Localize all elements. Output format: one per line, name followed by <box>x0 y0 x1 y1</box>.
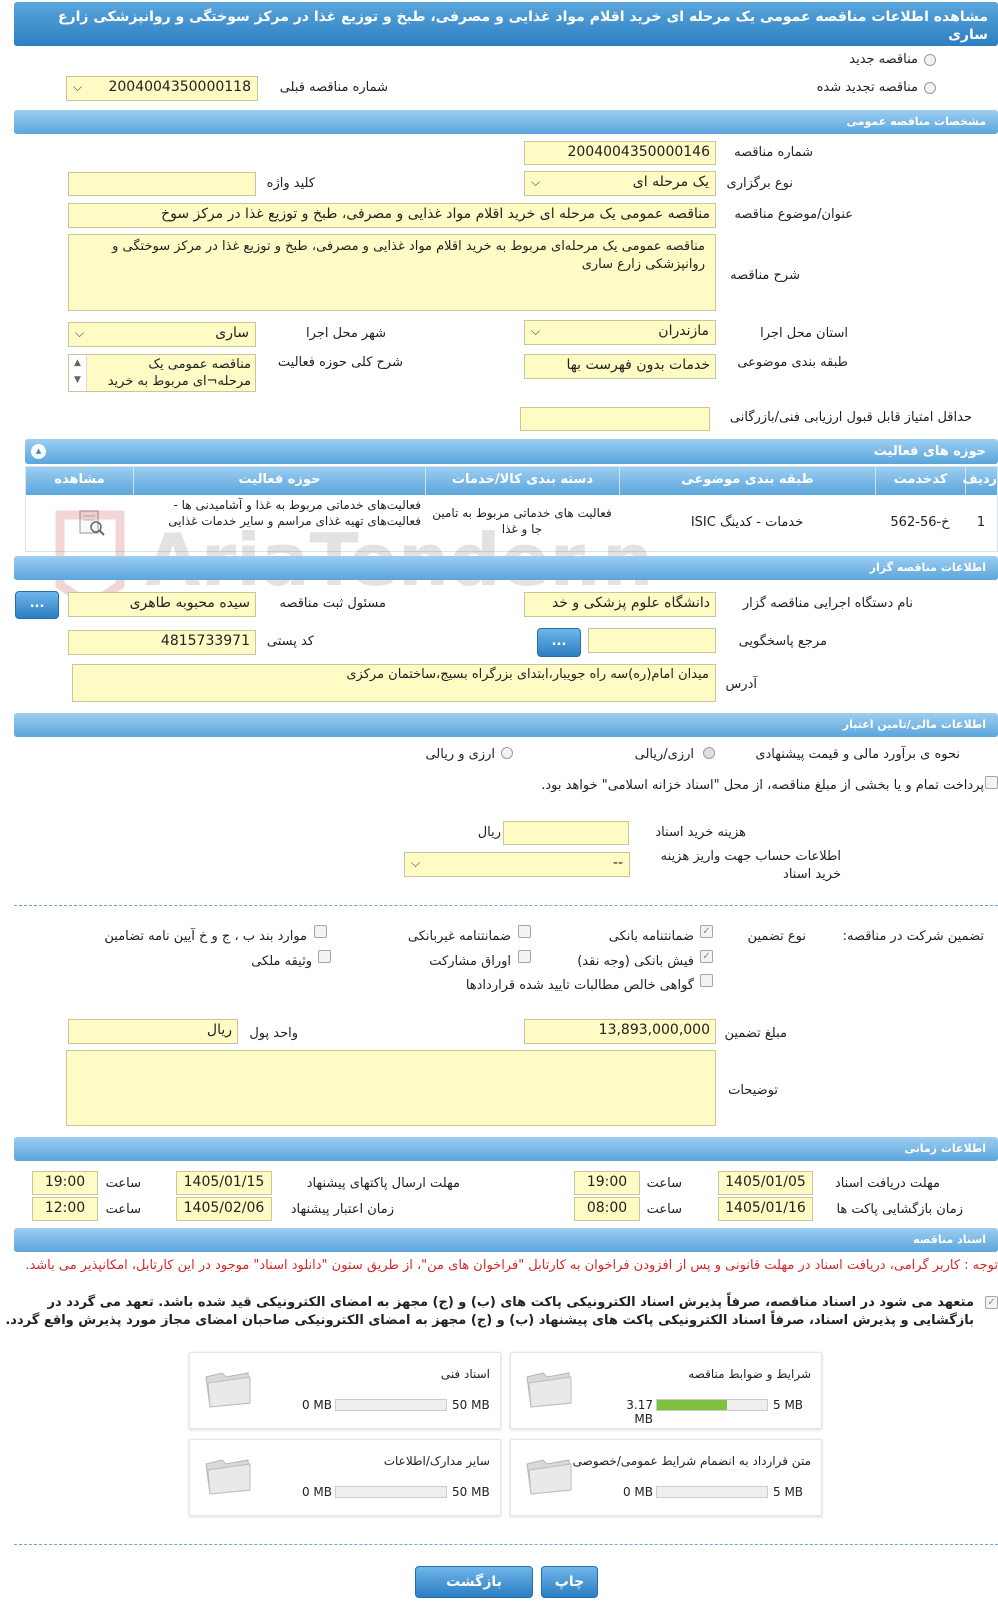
notes-label: توضیحات <box>728 1083 778 1098</box>
col-code: کدخدمت <box>875 467 965 495</box>
file-max-size: 5 MB <box>773 1398 804 1412</box>
reference-label: مرجع پاسخگویی <box>738 634 827 649</box>
submit-deadline-date: 1405/01/15 <box>176 1171 272 1195</box>
subject-field: مناقصه عمومی یک مرحله ای خرید اقلام مواد غذایی و مصرفی، طبخ و توزیع غذا در مرکز سوخ <box>68 203 716 228</box>
currency-label: واحد پول <box>249 1026 298 1041</box>
province-select[interactable]: مازندران ⌵ <box>524 320 716 345</box>
submit-deadline-time: 19:00 <box>32 1171 98 1195</box>
chevron-down-icon: ⌵ <box>75 326 85 340</box>
col-view: مشاهده <box>54 472 105 487</box>
estimate-option1-radio[interactable] <box>703 747 715 759</box>
chevron-down-icon: ⌵ <box>531 324 541 338</box>
province-label: استان محل اجرا <box>760 326 848 341</box>
org-name-label: نام دستگاه اجرایی مناقصه گزار <box>742 596 913 611</box>
new-tender-radio[interactable] <box>924 54 936 66</box>
col-category: طبقه بندی موضوعی <box>619 467 875 495</box>
file-title: شرایط و ضوابط مناقصه <box>688 1367 811 1381</box>
file-progress-bar <box>656 1399 768 1411</box>
holding-type-select[interactable]: یک مرحله ای ⌵ <box>524 171 716 196</box>
category-label: طبقه بندی موضوعی <box>737 355 848 370</box>
doc-deadline-date: 1405/01/05 <box>718 1171 813 1195</box>
file-size: 0 MB <box>301 1485 332 1499</box>
file-size: 3.17 MB <box>626 1398 653 1426</box>
previous-number-select[interactable]: 2004004350000118 ⌵ <box>66 76 258 101</box>
guarantee-amount-label: مبلغ تضمین <box>724 1026 787 1041</box>
registrar-label: مسئول ثبت مناقصه <box>279 596 386 611</box>
activity-desc-label: شرح کلی حوزه فعالیت <box>277 355 403 370</box>
doc-fee-field <box>503 821 629 845</box>
time-label: ساعت <box>646 1176 682 1191</box>
estimate-option1-label: ارزی/ریالی <box>634 747 694 762</box>
postal-code-label: کد پستی <box>266 634 314 649</box>
folder-icon <box>204 1456 252 1496</box>
chevron-down-icon: ⌵ <box>73 80 83 94</box>
estimate-option2-radio[interactable] <box>501 747 513 759</box>
treasury-text: پرداخت تمام و یا بخشی از مبلغ مناقصه، از محل "اسناد خزانه اسلامی" خواهد بود. <box>541 778 984 793</box>
file-card-technical[interactable] <box>189 1352 501 1429</box>
tender-number-label: شماره مناقصه <box>734 145 813 160</box>
bonds-checkbox[interactable] <box>518 950 531 963</box>
file-max-size: 50 MB <box>452 1485 490 1499</box>
validity-time: 12:00 <box>32 1197 98 1221</box>
timing-section-header: اطلاعات زمانی <box>14 1137 998 1161</box>
receivables-checkbox[interactable] <box>700 974 713 987</box>
registrar-field: سیده محبوبه طاهری <box>68 592 256 617</box>
opening-date: 1405/01/16 <box>718 1197 813 1221</box>
postal-code-field: 4815733971 <box>68 630 256 655</box>
commitment-checkbox[interactable]: ✓ <box>985 1296 998 1309</box>
folder-icon <box>525 1369 573 1409</box>
address-field: میدان امام(ره)سه راه جویبار،ابتدای بزرگراه بسیج،ساختمان مرکزی <box>72 664 716 702</box>
print-button[interactable]: چاپ <box>541 1566 598 1598</box>
file-card-terms[interactable] <box>510 1352 822 1429</box>
back-button[interactable]: بازگشت <box>415 1566 533 1598</box>
submit-deadline-label: مهلت ارسال پاکتهای پیشنهاد <box>306 1176 460 1191</box>
cash-receipt-checkbox[interactable]: ✓ <box>700 950 713 963</box>
financial-section-header: اطلاعات مالی/تامین اعتبار <box>14 713 998 737</box>
documents-notice: توجه : کاربر گرامی، دریافت اسناد در مهلت قانونی و پس از افزودن فراخوان به کارتابل "فراخوان های من"، از طریق ستون "دانلود اسناد" موجود در این کارتابل، امکانپذیر می باشد. <box>25 1258 998 1273</box>
folder-icon <box>525 1456 573 1496</box>
file-card-contract[interactable] <box>510 1439 822 1516</box>
file-title: سایر مدارک/اطلاعات <box>383 1454 490 1468</box>
renewed-tender-radio[interactable] <box>924 82 936 94</box>
holding-type-label: نوع برگزاری <box>726 176 793 191</box>
non-bank-guarantee-checkbox[interactable] <box>518 925 531 938</box>
reference-field <box>588 628 716 653</box>
bank-guarantee-label: ضمانتنامه بانکی <box>608 929 694 944</box>
file-size: 0 MB <box>301 1398 332 1412</box>
general-section-header: مشخصات مناقصه عمومی <box>14 110 998 134</box>
non-bank-guarantee-label: ضمانتنامه غیربانکی <box>407 929 511 944</box>
collapse-icon[interactable]: ▴ <box>31 444 46 459</box>
estimate-option2-label: ارزی و ریالی <box>425 747 495 762</box>
clauses-label: موارد بند ب ، ج و خ آیین نامه تضامین <box>104 929 307 944</box>
chevron-down-icon: ⌵ <box>531 175 541 189</box>
new-tender-label: مناقصه جدید <box>849 52 918 67</box>
keyword-label: کلید واژه <box>266 176 315 191</box>
city-label: شهر محل اجرا <box>306 326 386 341</box>
time-label: ساعت <box>105 1176 141 1191</box>
account-select[interactable]: -- ⌵ <box>404 852 630 877</box>
col-field: حوزه فعالیت <box>133 467 425 495</box>
divider <box>14 905 998 906</box>
description-label: شرح مناقصه <box>730 268 800 283</box>
bank-guarantee-checkbox[interactable]: ✓ <box>700 925 713 938</box>
file-card-other[interactable] <box>189 1439 501 1516</box>
file-progress-bar <box>335 1399 447 1411</box>
renewed-tender-label: مناقصه تجدید شده <box>816 80 918 95</box>
account-label: اطلاعات حساب جهت واریز هزینه خرید اسناد <box>660 849 841 882</box>
chevron-down-icon: ⌵ <box>411 856 421 870</box>
tender-number-field: 2004004350000146 <box>524 141 716 165</box>
time-label: ساعت <box>105 1202 141 1217</box>
validity-date: 1405/02/06 <box>176 1197 272 1221</box>
guarantee-type-label: نوع تضمین <box>747 929 806 944</box>
doc-fee-label: هزینه خرید اسناد <box>655 825 746 840</box>
cell-group: فعالیت های خدماتی مربوط به تامین جا و غذا <box>432 506 612 536</box>
clauses-checkbox[interactable] <box>314 925 327 938</box>
property-label: وثیقه ملکی <box>251 954 312 969</box>
property-checkbox[interactable] <box>318 950 331 963</box>
page-title: مشاهده اطلاعات مناقصه عمومی یک مرحله ای خرید اقلام مواد غذایی و مصرفی، طبخ و توزیع غذا در مرکز سوختگی و روانپزشکی زارع ساری <box>14 2 998 46</box>
subject-label: عنوان/موضوع مناقصه <box>734 207 853 222</box>
bonds-label: اوراق مشارکت <box>429 954 511 969</box>
col-group: دسته بندی کالا/خدمات <box>425 467 619 495</box>
cell-category: خدمات - کدینگ ISIC <box>690 515 804 530</box>
participation-guarantee-label: تضمین شرکت در مناقصه: <box>842 929 984 944</box>
category-field: خدمات بدون فهرست بها <box>524 354 716 379</box>
activity-desc-field: مناقصه عمومی یک مرحله¬ای مربوط به خرید <box>68 354 256 392</box>
col-row: ردیف <box>965 467 997 495</box>
file-max-size: 5 MB <box>773 1485 804 1499</box>
guarantee-amount-field: 13,893,000,000 <box>524 1019 716 1044</box>
activities-section-header: حوزه های فعالیت <box>25 439 998 464</box>
cell-row: 1 <box>976 515 986 530</box>
description-field: مناقصه عمومی یک مرحله‌ای مربوط به خرید اقلام مواد غذایی و مصرفی، طبخ و توزیع غذا در مرکز سوختگی و روانپزشکی زارع ساری <box>68 234 716 311</box>
cash-receipt-label: فیش بانکی (وجه نقد) <box>577 954 694 969</box>
file-max-size: 50 MB <box>452 1398 490 1412</box>
estimate-label: نحوه ی برآورد مالی و قیمت پیشنهادی <box>755 747 960 762</box>
folder-icon <box>204 1369 252 1409</box>
file-size: 0 MB <box>622 1485 653 1499</box>
doc-deadline-time: 19:00 <box>574 1171 640 1195</box>
reference-select-button[interactable]: ... <box>537 628 581 657</box>
activity-desc-scrollbar[interactable]: ▲ ▼ <box>69 355 87 391</box>
doc-fee-unit: ریال <box>477 825 501 840</box>
file-progress-bar <box>656 1486 768 1498</box>
organizer-section-header: اطلاعات مناقصه گزار <box>14 556 998 580</box>
doc-deadline-label: مهلت دریافت اسناد <box>834 1176 940 1191</box>
documents-section-header: اسناد مناقصه <box>14 1228 998 1252</box>
activities-table-header <box>26 467 997 495</box>
organizer-select-button[interactable]: ... <box>15 591 59 619</box>
org-name-field: دانشگاه علوم پزشکی و خد <box>524 592 716 617</box>
cell-code: خ-56-562 <box>890 515 950 530</box>
notes-field <box>66 1050 716 1126</box>
currency-field: ریال <box>68 1019 238 1044</box>
keyword-field <box>68 172 256 196</box>
treasury-checkbox[interactable] <box>985 776 998 789</box>
file-title: اسناد فنی <box>440 1367 490 1381</box>
opening-label: زمان بازگشایی پاکت ها <box>836 1202 963 1217</box>
city-select[interactable]: ساری ⌵ <box>68 322 256 347</box>
validity-label: زمان اعتبار پیشنهاد <box>290 1202 394 1217</box>
opening-time: 08:00 <box>574 1197 640 1221</box>
address-label: آدرس <box>725 677 757 692</box>
commitment-text: متعهد می شود در اسناد مناقصه، صرفاً پذیرش اسناد الکترونیکی پاکت های (ب) و (ج) مجهز به امضای الکترونیکی قید شده باشد. تعهد می گردد در بازگشایی و پذیرش اسناد، صرفاً اسناد الکترونیکی پاکت های پیشنهاد (ب) و (ج) مجهز به امضای الکترونیکی صاحبان امضای مجاز مورد پذیرش واقع گردد. <box>5 1295 974 1328</box>
receivables-label: گواهی خالص مطالبات تایید شده قراردادها <box>465 978 694 993</box>
time-label: ساعت <box>646 1202 682 1217</box>
file-progress-bar <box>335 1486 447 1498</box>
cell-field: فعالیت‌های خدماتی مربوط به غذا و آشامیدنی ها - فعالیت‌های تهیه غذای مراسم و سایر خدمات غذایی <box>168 498 421 528</box>
min-score-field <box>520 407 710 431</box>
min-score-label: حداقل امتیاز قابل قبول ارزیابی فنی/بازرگانی <box>729 410 972 425</box>
file-title: متن قرارداد به انضمام شرایط عمومی/خصوصی <box>572 1454 811 1468</box>
divider <box>14 1544 998 1545</box>
previous-number-label: شماره مناقصه قبلی <box>279 80 388 95</box>
